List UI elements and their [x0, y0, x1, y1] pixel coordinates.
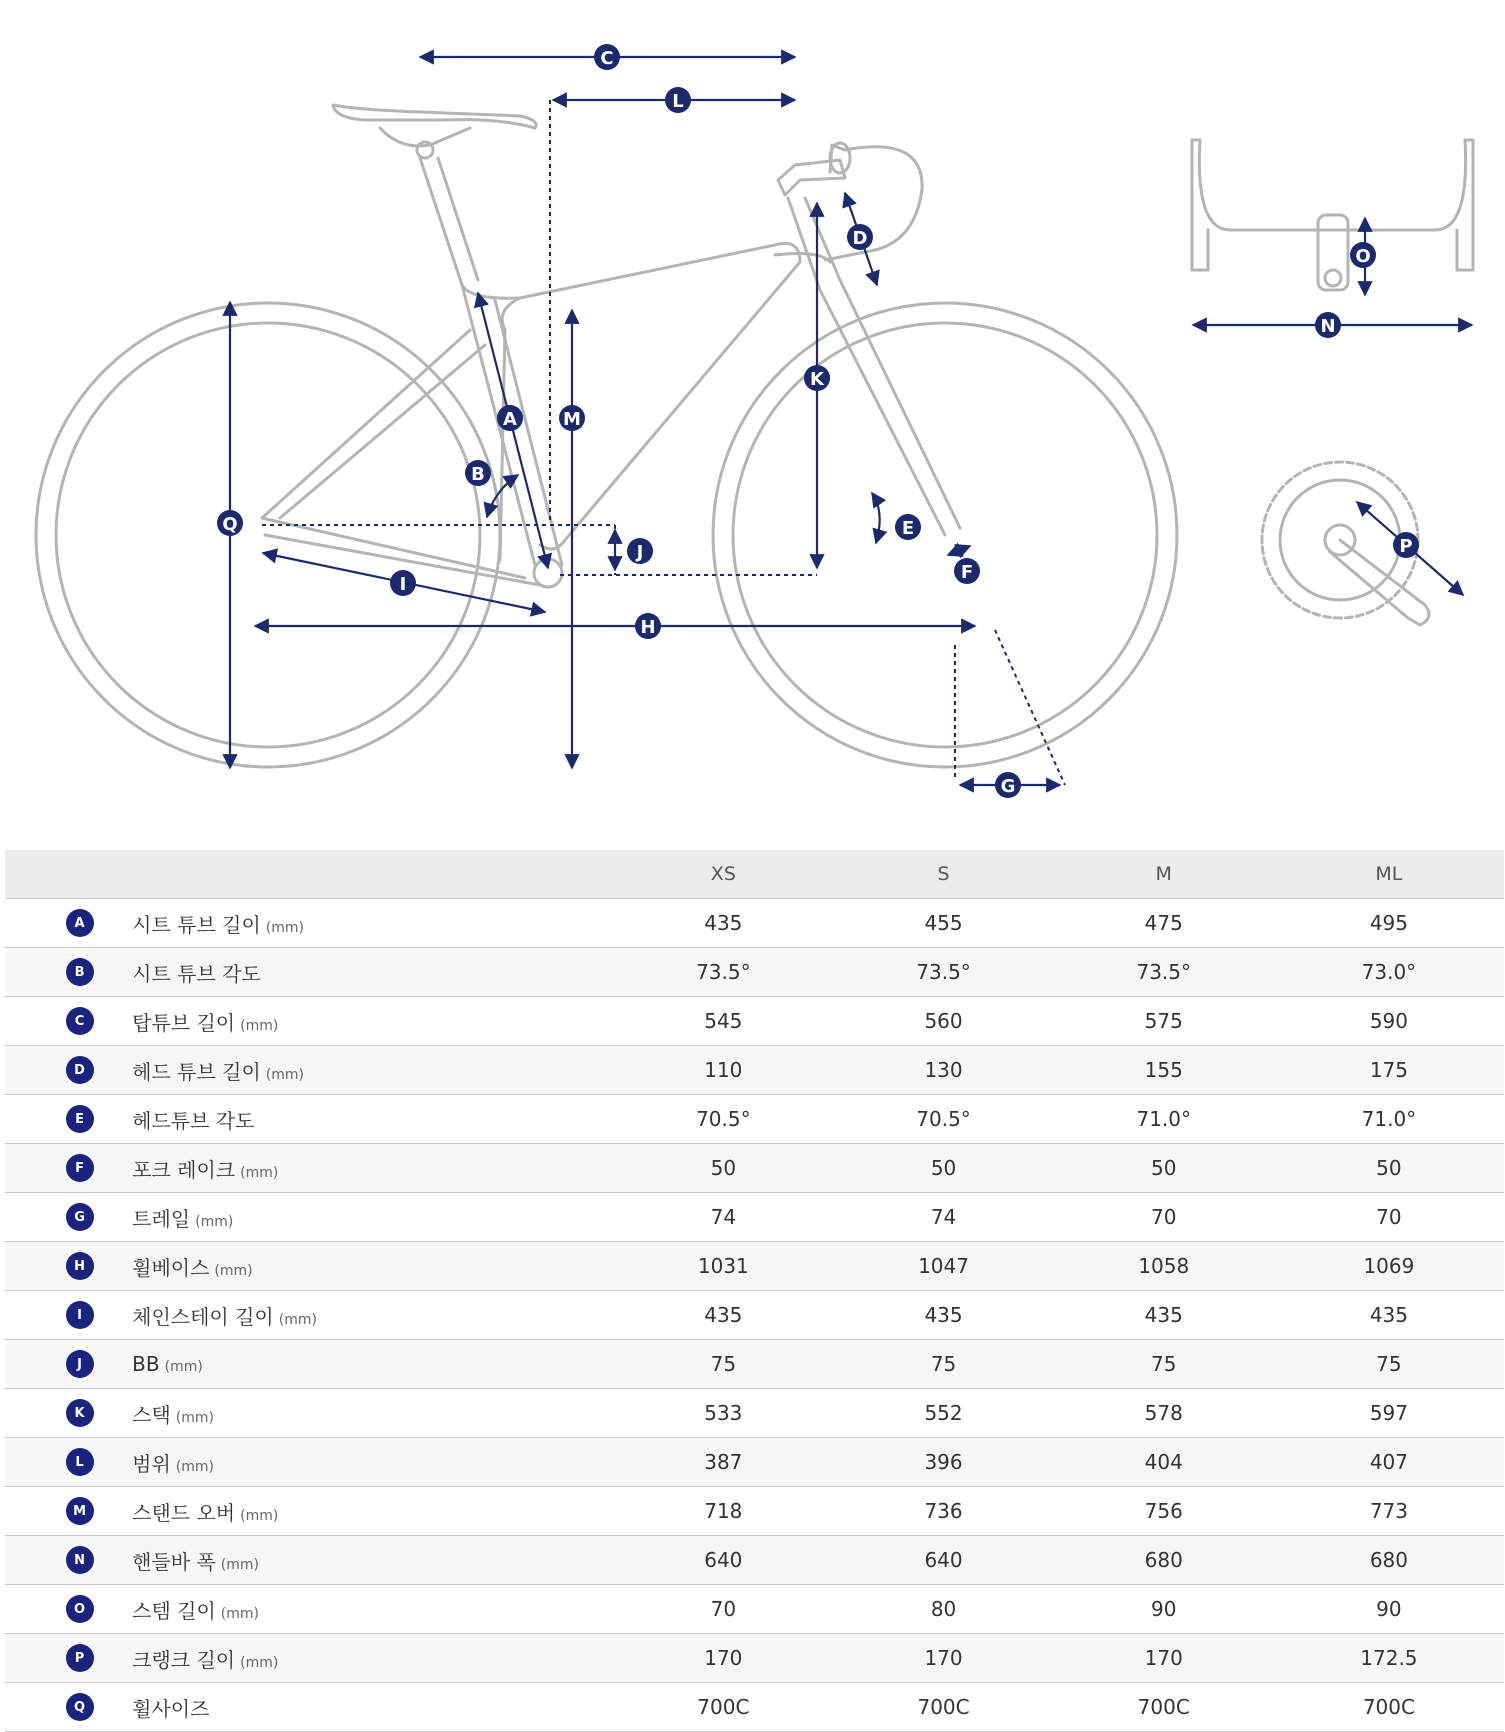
- marker-g: [995, 772, 1021, 798]
- svg-text:P: P: [1399, 536, 1413, 557]
- measurement-label: 시트 튜브 각도: [132, 961, 261, 986]
- value-cell: 590: [1369, 1009, 1408, 1033]
- marker-p: [1393, 532, 1419, 558]
- measurement-label: 헤드튜브 각도: [132, 1108, 255, 1133]
- size-header-xs: XS: [710, 863, 736, 885]
- value-cell: 396: [924, 1450, 963, 1474]
- table-row: [5, 1438, 1504, 1487]
- table-row: [5, 1144, 1504, 1193]
- geometry-table: [5, 850, 1504, 1732]
- letter-badge: F: [66, 1154, 94, 1182]
- svg-text:I: I: [399, 574, 407, 595]
- size-header-ml: ML: [1375, 863, 1403, 885]
- value-cell: 545: [704, 1009, 743, 1033]
- marker-n: [1315, 312, 1341, 338]
- svg-text:J: J: [636, 542, 644, 563]
- row-label-cell: [132, 1352, 613, 1376]
- letter-badge: H: [66, 1252, 94, 1280]
- letter-badge: I: [66, 1301, 94, 1329]
- value-cell: 407: [1369, 1450, 1408, 1474]
- value-cell: 575: [1144, 1009, 1183, 1033]
- table-row: [5, 1487, 1504, 1536]
- value-cell: 404: [1144, 1450, 1183, 1474]
- table-row: [5, 1634, 1504, 1683]
- marker-f: [954, 558, 980, 584]
- row-badge-cell: [5, 1399, 132, 1427]
- value-cell: 50: [930, 1156, 957, 1180]
- unit-label: (mm): [214, 1262, 253, 1279]
- table-row: [5, 1536, 1504, 1585]
- row-badge-cell: [5, 1350, 132, 1378]
- marker-d: [847, 224, 873, 250]
- row-badge-cell: [5, 1448, 132, 1476]
- unit-label: (mm): [240, 1654, 279, 1671]
- value-cell: 75: [930, 1352, 957, 1376]
- marker-o: [1350, 242, 1376, 268]
- value-cell: 73.5°: [1136, 960, 1191, 984]
- row-badge-cell: [5, 1007, 132, 1035]
- row-label-cell: [132, 1301, 613, 1330]
- value-cell: 73.5°: [696, 960, 751, 984]
- svg-text:H: H: [640, 617, 656, 638]
- table-row: [5, 1340, 1504, 1389]
- marker-i: [390, 570, 416, 596]
- value-cell: 700C: [1137, 1695, 1190, 1719]
- size-header-s: S: [937, 863, 950, 885]
- header-spacer-badge: [5, 874, 132, 875]
- svg-text:M: M: [563, 409, 581, 430]
- unit-label: (mm): [265, 919, 304, 936]
- value-cell: 70: [710, 1597, 737, 1621]
- unit-label: (mm): [175, 1458, 214, 1475]
- value-cell: 75: [710, 1352, 737, 1376]
- row-label-cell: [132, 1448, 613, 1477]
- letter-badge: Q: [66, 1693, 94, 1721]
- unit-label: (mm): [220, 1605, 259, 1622]
- table-row: [5, 1683, 1504, 1732]
- measurement-label: 탑튜브 길이: [132, 1010, 236, 1035]
- unit-label: (mm): [278, 1311, 317, 1328]
- svg-text:O: O: [1355, 246, 1371, 267]
- value-cell: 1058: [1138, 1254, 1190, 1278]
- handlebar-front-view: [1192, 140, 1473, 290]
- value-cell: 74: [930, 1205, 957, 1229]
- row-badge-cell: [5, 1595, 132, 1623]
- value-cell: 578: [1144, 1401, 1183, 1425]
- row-label-cell: [132, 1644, 613, 1673]
- value-cell: 1069: [1363, 1254, 1415, 1278]
- unit-label: (mm): [240, 1017, 279, 1034]
- value-cell: 435: [704, 911, 743, 935]
- value-cell: 455: [924, 911, 963, 935]
- table-row: [5, 1585, 1504, 1634]
- svg-text:A: A: [503, 409, 517, 430]
- measurement-label: 스템 길이: [132, 1598, 216, 1623]
- row-badge-cell: [5, 1203, 132, 1231]
- row-badge-cell: [5, 1301, 132, 1329]
- letter-badge: O: [66, 1595, 94, 1623]
- value-cell: 110: [704, 1058, 743, 1082]
- marker-l: [665, 87, 691, 113]
- unit-label: (mm): [240, 1507, 279, 1524]
- value-cell: 552: [924, 1401, 963, 1425]
- value-cell: 70.5°: [916, 1107, 971, 1131]
- dimension-lines: [230, 57, 1472, 785]
- value-cell: 640: [924, 1548, 963, 1572]
- letter-badge: N: [66, 1546, 94, 1574]
- svg-text:Q: Q: [222, 514, 238, 535]
- value-cell: 75: [1151, 1352, 1177, 1376]
- value-cell: 75: [1376, 1352, 1402, 1376]
- row-label-cell: [132, 1399, 613, 1428]
- row-label-cell: [132, 1595, 613, 1624]
- value-cell: 155: [1144, 1058, 1183, 1082]
- row-badge-cell: [5, 1056, 132, 1084]
- unit-label: (mm): [164, 1359, 203, 1375]
- bicycle-frame-drawing: [36, 105, 1177, 767]
- header-spacer-label: [132, 874, 613, 875]
- measurement-label: 스탠드 오버: [132, 1500, 236, 1525]
- marker-b: [465, 460, 491, 486]
- marker-j: [627, 538, 653, 564]
- value-cell: 435: [704, 1303, 743, 1327]
- row-label-cell: [132, 1203, 613, 1232]
- letter-badge: P: [66, 1644, 94, 1672]
- letter-badge: G: [66, 1203, 94, 1231]
- row-label-cell: [132, 958, 613, 987]
- measurement-label: 체인스테이 길이: [132, 1304, 274, 1329]
- value-cell: 680: [1369, 1548, 1408, 1572]
- value-cell: 90: [1376, 1597, 1402, 1621]
- value-cell: 680: [1144, 1548, 1183, 1572]
- value-cell: 495: [1369, 911, 1408, 935]
- bike-geometry-diagram: [0, 0, 1505, 845]
- svg-text:C: C: [600, 48, 614, 69]
- value-cell: 475: [1144, 911, 1183, 935]
- measurement-label: 포크 레이크: [132, 1157, 236, 1182]
- row-badge-cell: [5, 1105, 132, 1133]
- row-badge-cell: [5, 1154, 132, 1182]
- value-cell: 700C: [917, 1695, 970, 1719]
- value-cell: 435: [1369, 1303, 1408, 1327]
- value-cell: 70: [1151, 1205, 1177, 1229]
- row-badge-cell: [5, 1644, 132, 1672]
- marker-a: [497, 405, 523, 431]
- unit-label: (mm): [175, 1409, 214, 1426]
- row-badge-cell: [5, 1546, 132, 1574]
- svg-text:B: B: [471, 464, 485, 485]
- svg-text:K: K: [810, 369, 824, 390]
- table-row: [5, 1046, 1504, 1095]
- value-cell: 435: [1144, 1303, 1183, 1327]
- value-cell: 130: [924, 1058, 963, 1082]
- value-cell: 50: [1151, 1156, 1177, 1180]
- value-cell: 73.5°: [916, 960, 971, 984]
- letter-badge: K: [66, 1399, 94, 1427]
- table-row: [5, 1193, 1504, 1242]
- value-cell: 756: [1144, 1499, 1183, 1523]
- value-cell: 700C: [697, 1695, 750, 1719]
- value-cell: 70: [1376, 1205, 1402, 1229]
- row-label-cell: [132, 1546, 613, 1575]
- table-body: [5, 899, 1504, 1732]
- value-cell: 387: [704, 1450, 743, 1474]
- measurement-label: 시트 튜브 길이: [132, 912, 261, 937]
- value-cell: 1031: [697, 1254, 749, 1278]
- svg-text:G: G: [1000, 776, 1016, 797]
- unit-label: (mm): [240, 1164, 279, 1181]
- value-cell: 73.0°: [1361, 960, 1417, 984]
- row-badge-cell: [5, 1252, 132, 1280]
- value-cell: 700C: [1362, 1695, 1415, 1719]
- value-cell: 170: [924, 1646, 963, 1670]
- value-cell: 560: [924, 1009, 963, 1033]
- measurement-label: 트레일: [132, 1206, 191, 1231]
- letter-badge: M: [66, 1497, 94, 1525]
- table-row: [5, 1389, 1504, 1438]
- measurement-label: 크랭크 길이: [132, 1647, 236, 1672]
- unit-label: (mm): [195, 1213, 234, 1230]
- value-cell: 80: [930, 1597, 957, 1621]
- value-cell: 50: [1376, 1156, 1402, 1180]
- row-label-cell: [132, 1154, 613, 1183]
- table-row: [5, 1291, 1504, 1340]
- marker-m: [559, 405, 585, 431]
- table-row: [5, 948, 1504, 997]
- marker-h: [635, 613, 661, 639]
- measurement-label: 휠사이즈: [132, 1696, 210, 1721]
- marker-q: [217, 510, 243, 536]
- letter-badge: B: [66, 958, 94, 986]
- value-cell: 435: [924, 1303, 963, 1327]
- value-cell: 736: [924, 1499, 963, 1523]
- svg-text:E: E: [901, 518, 915, 539]
- measurement-label: 스택: [132, 1402, 171, 1427]
- svg-text:L: L: [672, 91, 684, 112]
- table-row: [5, 997, 1504, 1046]
- unit-label: (mm): [265, 1066, 304, 1083]
- table-row: [5, 1095, 1504, 1144]
- row-label-cell: [132, 1693, 613, 1722]
- letter-badge: J: [66, 1350, 94, 1378]
- measurement-label: 헤드 튜브 길이: [132, 1059, 261, 1084]
- value-cell: 1047: [918, 1254, 969, 1278]
- value-cell: 70.5°: [696, 1107, 751, 1131]
- letter-badge: A: [66, 909, 94, 937]
- value-cell: 175: [1369, 1058, 1408, 1082]
- value-cell: 172.5: [1360, 1646, 1418, 1670]
- table-header: [5, 850, 1504, 899]
- svg-text:N: N: [1320, 316, 1336, 337]
- row-badge-cell: [5, 1497, 132, 1525]
- letter-badge: E: [66, 1105, 94, 1133]
- value-cell: 533: [704, 1401, 743, 1425]
- value-cell: 170: [704, 1646, 743, 1670]
- measurement-label: 범위: [132, 1451, 171, 1476]
- measurement-label: 핸들바 폭: [132, 1549, 216, 1574]
- value-cell: 640: [704, 1548, 743, 1572]
- row-badge-cell: [5, 1693, 132, 1721]
- row-label-cell: [132, 1105, 613, 1134]
- row-label-cell: [132, 1007, 613, 1036]
- size-header-m: M: [1155, 863, 1172, 885]
- marker-e: [895, 514, 921, 540]
- letter-badge: L: [66, 1448, 94, 1476]
- unit-label: (mm): [220, 1556, 259, 1573]
- measurement-label: BB: [132, 1352, 160, 1376]
- svg-text:F: F: [960, 562, 974, 583]
- measurement-label: 휠베이스: [132, 1255, 210, 1280]
- row-badge-cell: [5, 909, 132, 937]
- letter-badge: D: [66, 1056, 94, 1084]
- table-row: [5, 899, 1504, 948]
- value-cell: 773: [1369, 1499, 1408, 1523]
- row-label-cell: [132, 1252, 613, 1281]
- row-badge-cell: [5, 958, 132, 986]
- value-cell: 71.0°: [1136, 1107, 1191, 1131]
- row-label-cell: [132, 1497, 613, 1526]
- row-label-cell: [132, 1056, 613, 1085]
- value-cell: 718: [704, 1499, 743, 1523]
- value-cell: 71.0°: [1361, 1107, 1417, 1131]
- value-cell: 50: [710, 1156, 737, 1180]
- value-cell: 170: [1144, 1646, 1183, 1670]
- marker-c: [594, 44, 620, 70]
- row-label-cell: [132, 909, 613, 938]
- table-row: [5, 1242, 1504, 1291]
- value-cell: 597: [1369, 1401, 1408, 1425]
- value-cell: 90: [1151, 1597, 1177, 1621]
- letter-badge: C: [66, 1007, 94, 1035]
- marker-k: [804, 365, 830, 391]
- svg-text:D: D: [852, 228, 868, 249]
- value-cell: 74: [710, 1205, 737, 1229]
